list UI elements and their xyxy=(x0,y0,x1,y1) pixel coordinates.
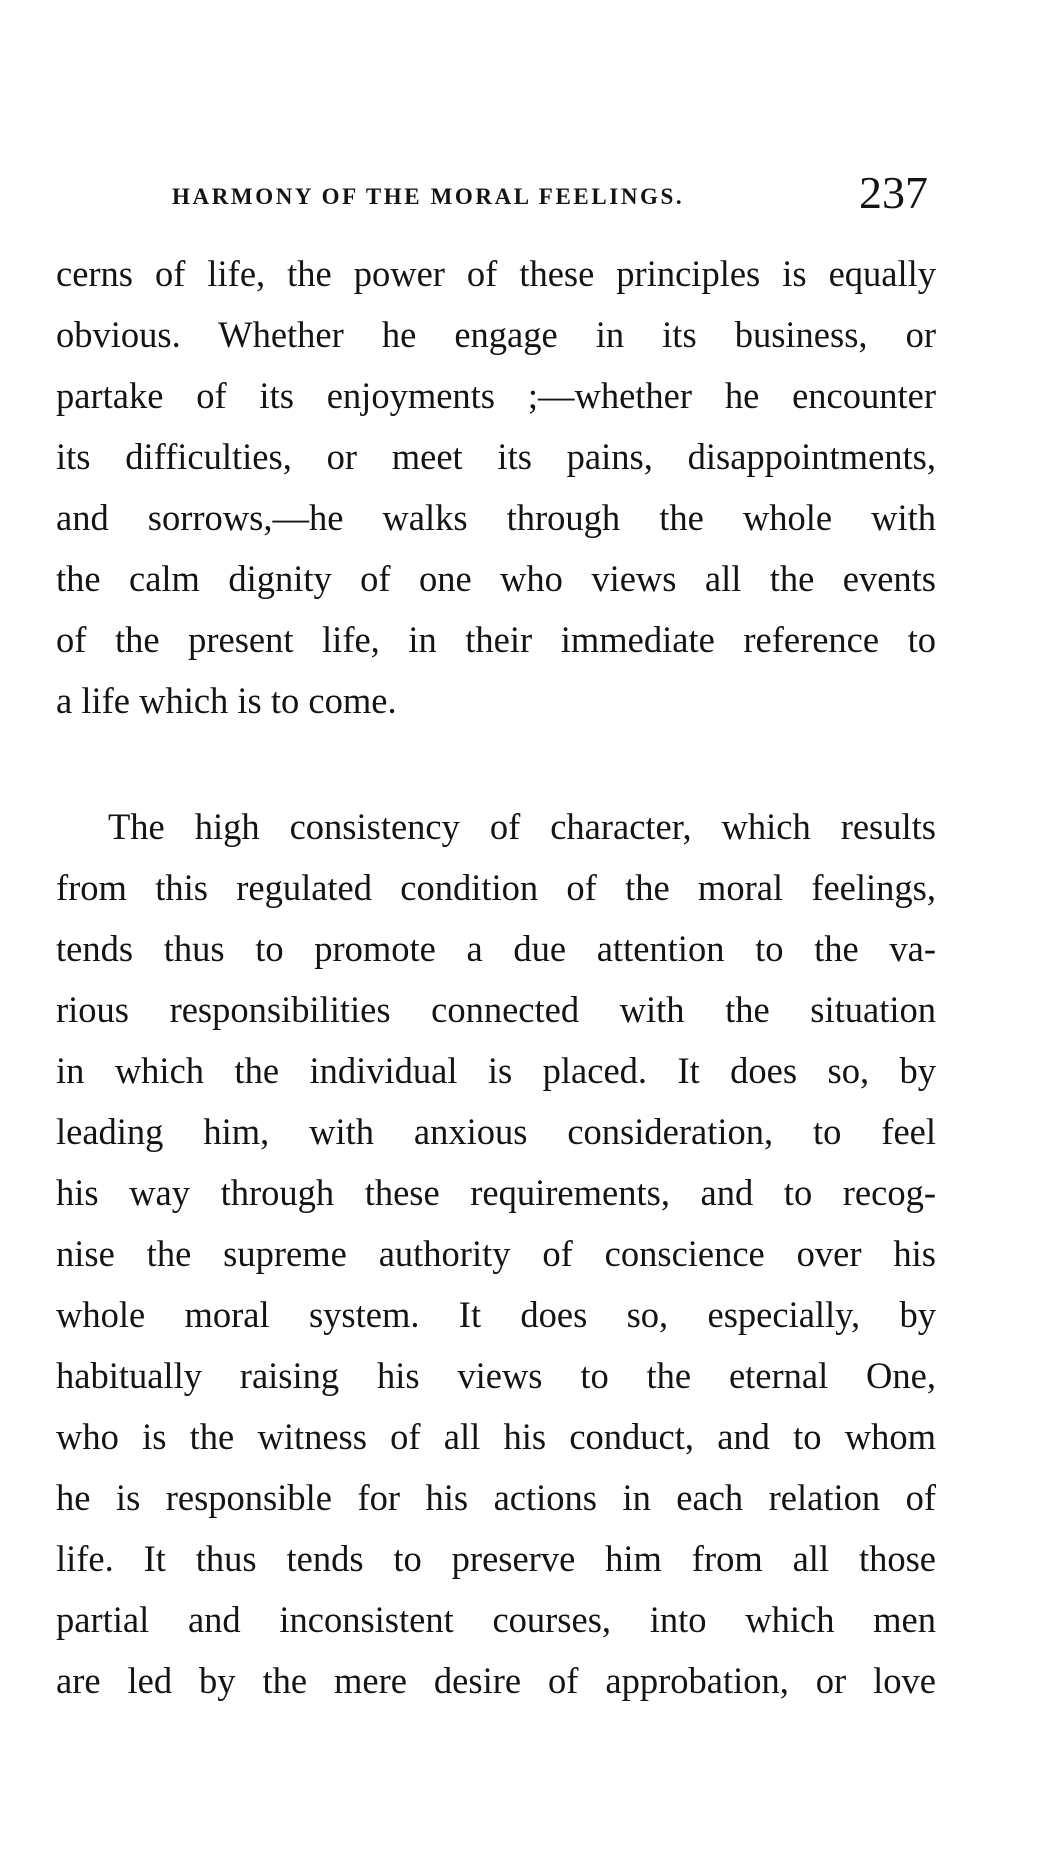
text-line: partake of its enjoyments ;—whether he encounter xyxy=(56,375,936,416)
text-line: nise the supreme authority of conscience over his xyxy=(56,1233,936,1274)
text-line: obvious. Whether he engage in its business, or xyxy=(56,314,936,355)
text-line: who is the witness of all his conduct, and to whom xyxy=(56,1416,936,1457)
text-line: rious responsibilities connected with the situation xyxy=(56,989,936,1030)
text-line: partial and inconsistent courses, into which men xyxy=(56,1599,936,1640)
text-line: life. It thus tends to preserve him from all those xyxy=(56,1538,936,1579)
text-line: from this regulated condition of the moral feelings, xyxy=(56,867,936,908)
text-line: its difficulties, or meet its pains, disappointments, xyxy=(56,436,936,477)
running-head-title: HARMONY OF THE MORAL FEELINGS. xyxy=(172,184,685,209)
text-line: cerns of life, the power of these principles is equally xyxy=(56,253,936,294)
text-line: tends thus to promote a due attention to the va- xyxy=(56,928,936,969)
text-line: are led by the mere desire of approbation, or love xyxy=(56,1660,936,1701)
text-line: The high consistency of character, which results xyxy=(108,806,936,847)
text-line: a life which is to come. xyxy=(56,680,397,721)
text-line: of the present life, in their immediate reference to xyxy=(56,619,936,660)
text-line: whole moral system. It does so, especially, by xyxy=(56,1294,936,1335)
text-line: leading him, with anxious consideration, to feel xyxy=(56,1111,936,1152)
text-line: habitually raising his views to the eternal One, xyxy=(56,1355,936,1396)
text-line: his way through these requirements, and to recog- xyxy=(56,1172,936,1213)
paragraph xyxy=(56,796,936,1711)
paragraph-continued xyxy=(56,243,936,731)
page-number: 237 xyxy=(859,167,928,218)
text-line: in which the individual is placed. It does so, by xyxy=(56,1050,936,1091)
text-line: the calm dignity of one who views all the events xyxy=(56,558,936,599)
text-line: and sorrows,—he walks through the whole with xyxy=(56,497,936,538)
running-head xyxy=(172,168,932,228)
text-line: he is responsible for his actions in each relation of xyxy=(56,1477,936,1518)
